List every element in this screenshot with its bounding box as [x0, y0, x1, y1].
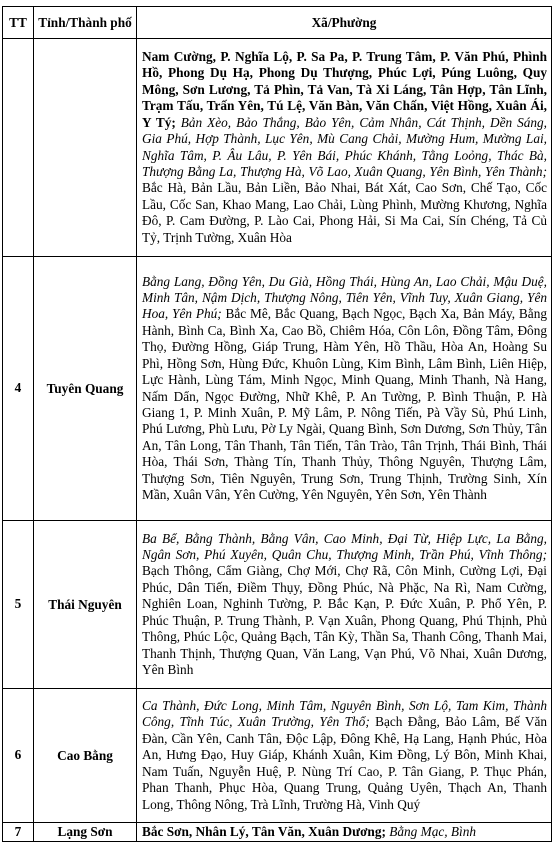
header-tt: TT [3, 7, 34, 39]
ward-list-italic: Bằng Lang, Đồng Yên, Du Già, Hồng Thái, Hùng An, Lao Chải, Mậu Duệ, Minh Tân, Nậm Dịch, Thượng Nông, Tiên Yên, Vĩnh Tuy, Xuân Giang, Yên Hoa, Yên Phú; [142, 273, 547, 322]
ward-list-italic: Bằng Mạc, Bình [385, 824, 477, 839]
table-row [3, 689, 552, 823]
ward-list [137, 39, 552, 257]
ward-list [137, 257, 552, 521]
table-row [3, 823, 552, 842]
ward-list [137, 823, 552, 842]
ward-list-bold: Nam Cường, P. Nghĩa Lộ, P. Sa Pa, P. Trung Tâm, P. Văn Phú, Phình Hồ, Phong Dụ Hạ, Phong Dụ Thượng, Phúc Lợi, Púng Luông, Quy Mông, Sơn Lương, Tả Phìn, Tả Van, Tà Xi Láng, Tân Hợp, Tân Lĩnh, Trạm Tấu, Trấn Yên, Tú Lệ, Văn Bàn, Văn Chấn, Việt Hồng, Xuân Ái, Y Tý; [142, 49, 547, 130]
province-name [34, 39, 137, 257]
row-number: 4 [3, 257, 34, 521]
table-row [3, 257, 552, 521]
ward-list-italic: Ba Bể, Bằng Thành, Bằng Vân, Cao Minh, Đại Từ, Hiệp Lực, La Bằng, Ngân Sơn, Phú Xuyên, Quân Chu, Thượng Minh, Trần Phú, Vĩnh Thông; [142, 530, 547, 563]
row-number: 7 [3, 823, 34, 842]
ward-list-regular: Bắc Mê, Bắc Quang, Bạch Ngọc, Bạch Xa, Bản Máy, Bằng Hành, Bình Ca, Bình Xa, Cao Bồ, Chiêm Hóa, Côn Lôn, Đồng Tâm, Đông Thọ, Đường Hồng, Giáp Trung, Hàm Yên, Hồ Thầu, Hòa An, Hoàng Su Phì, Hồng Sơn, Hùng Đức, Khuôn Lùng, Kim Bình, Lâm Bình, Liên Hiệp, Lực Hành, Lùng Tám, Minh Ngọc, Minh Quang, Minh Thanh, Nà Hang, Nấm Dẩn, Ngọc Đường, Nhữ Khê, P. An Tường, P. Bình Thuận, P. Hà Giang 1, P. Minh Xuân, P. Mỹ Lâm, P. Nông Tiến, Pà Vầy Sủ, Phú Linh, Phú Lương, Phù Lưu, Pờ Ly Ngài, Quang Bình, Sơn Dương, Sơn Thủy, Tân An, Tân Long, Tân Thanh, Tân Tiến, Tân Trào, Tân Trịnh, Thái Bình, Thái Hòa, Thái Sơn, Thàng Tín, Thanh Thủy, Thông Nguyên, Thượng Lâm, Thượng Sơn, Tiên Nguyên, Trung Sơn, Trung Thịnh, Trường Sinh, Xín Mần, Xuân Vân, Yên Cường, Yên Nguyên, Yên Sơn, Yên Thành [142, 306, 547, 502]
province-name: Tuyên Quang [46, 381, 124, 396]
province-name: Cao Bằng [57, 748, 113, 763]
ward-list [137, 689, 552, 823]
header-wards: Xã/Phường [137, 7, 552, 39]
row-number [3, 39, 34, 257]
header-province: Tỉnh/Thành phố [34, 7, 137, 39]
province-name: Thái Nguyên [48, 597, 122, 612]
table-row [3, 521, 552, 689]
ward-list-regular: Bạch Thông, Cẩm Giàng, Chợ Mới, Chợ Rã, Côn Minh, Cường Lợi, Đại Phúc, Dân Tiến, Điềm Thụy, Đồng Phúc, Nà Phặc, Na Rì, Nam Cường, Nghiên Loan, Nghinh Tường, P. Bắc Kạn, P. Đức Xuân, P. Phổ Yên, P. Phúc Thuận, P. Trung Thành, P. Vạn Xuân, Phong Quang, Phú Thịnh, Phủ Thông, Phúc Lộc, Quảng Bạch, Tân Kỳ, Thần Sa, Thanh Công, Thanh Mai, Thanh Thịnh, Thượng Quan, Văn Lang, Vạn Phú, Võ Nhai, Xuân Dương, Yên Bình [142, 563, 547, 677]
ward-list-italic: Bản Xèo, Bảo Thắng, Bảo Yên, Cảm Nhân, Cát Thịnh, Dền Sáng, Gia Phú, Hợp Thành, Lục Yên, Mù Cang Chải, Mường Hum, Mường Lai, Nghĩa Tâm, P. Âu Lâu, P. Yên Bái, Phúc Khánh, Tằng Loỏng, Thác Bà, Thượng Bằng La, Thượng Hà, Võ Lao, Xuân Quang, Yên Bình, Yên Thành; [142, 114, 547, 179]
table-header-row [3, 7, 552, 39]
ward-list-regular: Bạch Đằng, Bảo Lâm, Bế Văn Đàn, Cần Yên, Canh Tân, Độc Lập, Đông Khê, Hạ Lang, Hạnh Phúc, Hòa An, Hưng Đạo, Huy Giáp, Khánh Xuân, Kim Đồng, Lý Bôn, Minh Khai, Nam Tuấn, Nguyễn Huệ, P. Nùng Trí Cao, P. Tân Giang, P. Thục Phán, Phan Thanh, Phục Hòa, Quang Trung, Quảng Uyên, Thạch An, Thanh Long, Thông Nông, Trà Lĩnh, Trường Hà, Vinh Quý [142, 714, 547, 812]
ward-list-bold: Bắc Sơn, Nhân Lý, Tân Văn, Xuân Dương; [142, 824, 386, 839]
table-row [3, 39, 552, 257]
ward-list-regular: Bắc Hà, Bản Lầu, Bản Liền, Bảo Nhai, Bát Xát, Cao Sơn, Chế Tạo, Cốc Lầu, Cốc San, Khao Mang, Lao Chải, Lùng Phình, Mường Khương, Nghĩa Đô, P. Cam Đường, P. Lào Cai, Phong Hải, Si Ma Cai, Sín Chéng, Tả Củ Tỷ, Trịnh Tường, Xuân Hòa [142, 180, 547, 245]
ward-list-italic: Ca Thành, Đức Long, Minh Tâm, Nguyên Bình, Sơn Lộ, Tam Kim, Thành Công, Tĩnh Túc, Xuân Trường, Yên Thổ; [142, 698, 547, 730]
province-name: Lạng Sơn [34, 823, 137, 842]
row-number: 5 [3, 521, 34, 689]
ward-table [2, 6, 552, 842]
row-number: 6 [3, 689, 34, 823]
ward-list [137, 521, 552, 689]
